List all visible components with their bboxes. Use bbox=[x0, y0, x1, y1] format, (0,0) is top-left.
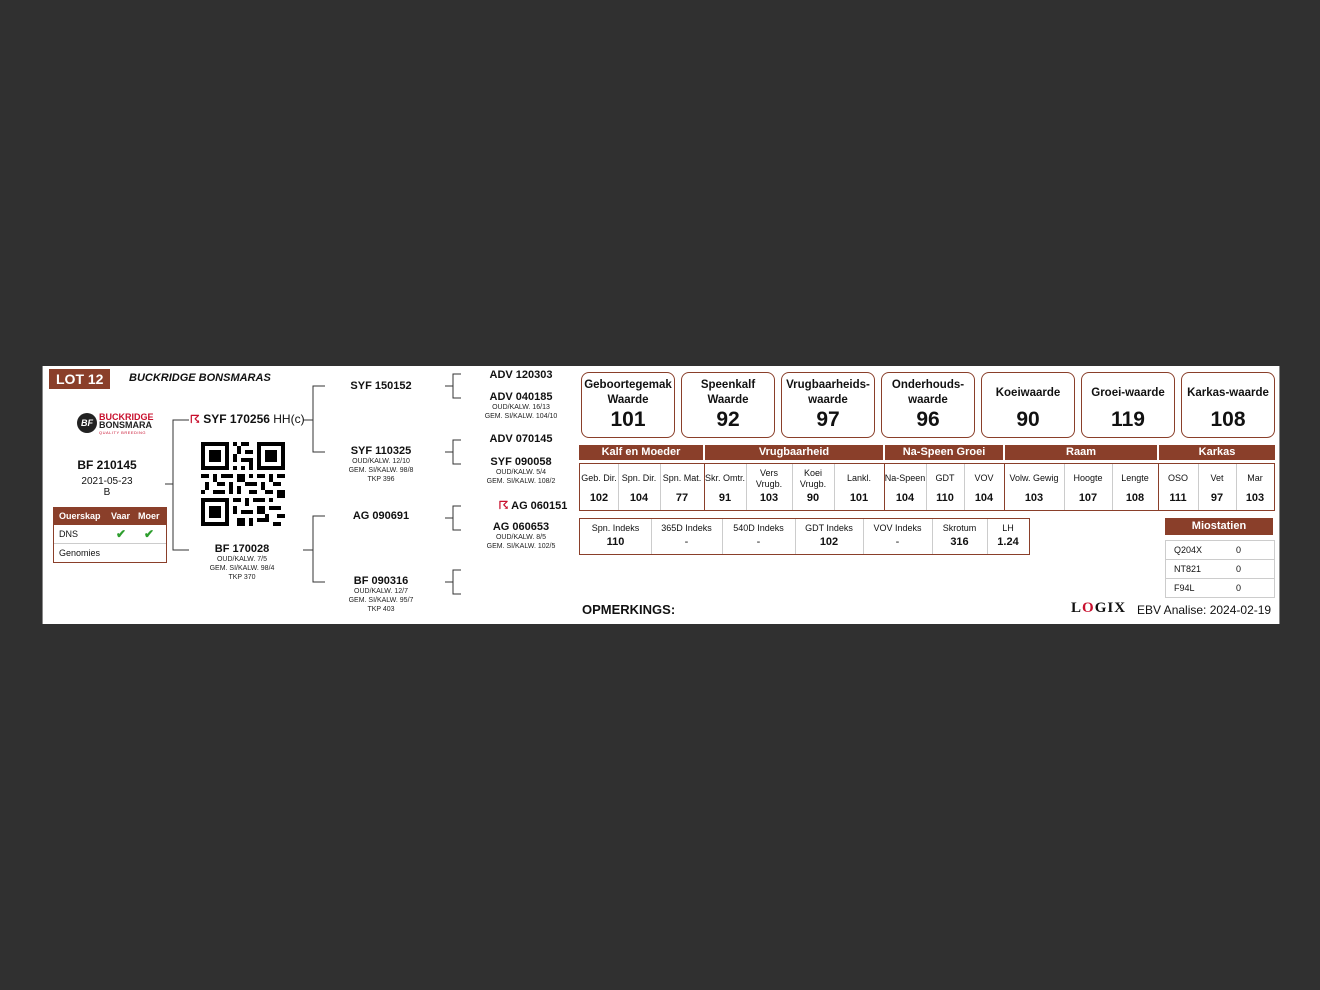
summary-value: 92 bbox=[716, 408, 740, 431]
index-header: LH bbox=[1002, 522, 1014, 533]
ebv-cell bbox=[580, 466, 618, 505]
miostatien-row bbox=[1166, 578, 1274, 597]
summary-box bbox=[581, 372, 675, 438]
dam-id: BF 170028 bbox=[214, 543, 270, 555]
index-value: 102 bbox=[819, 536, 839, 548]
summary-label: Vrugbaarheids-waarde bbox=[786, 379, 870, 406]
gen3-ancestor: ADV 070145 bbox=[489, 433, 553, 445]
gen2-ancestor-id: BF 090316 bbox=[353, 575, 409, 587]
miostatien-value: 0 bbox=[1236, 564, 1242, 574]
logo-line-3: QUALITY BREEDING bbox=[99, 430, 147, 435]
index-header: Skrotum bbox=[942, 522, 977, 533]
summary-label: Speenkalf Waarde bbox=[700, 379, 756, 406]
summary-value: 108 bbox=[1210, 408, 1246, 431]
gen2-ancestor-line: TKP 403 bbox=[367, 606, 395, 613]
ebv-header: Hoogte bbox=[1073, 473, 1103, 483]
ebv-cell bbox=[1112, 466, 1158, 505]
dam-line-3: TKP 370 bbox=[228, 574, 256, 581]
gen3-ancestor-line: GEM. SI/KALW. 104/10 bbox=[484, 413, 558, 420]
index-cell bbox=[932, 521, 987, 549]
ebv-header: VOV bbox=[974, 473, 994, 483]
animal-id: BF 210145 bbox=[77, 458, 137, 472]
ebv-header: Koei Vrugb. bbox=[799, 467, 827, 489]
index-header: GDT Indeks bbox=[805, 522, 853, 533]
ebv-header: Vet bbox=[1210, 473, 1224, 483]
gen2-ancestor: SYF 150152 bbox=[350, 380, 412, 392]
gen3-ancestor bbox=[471, 521, 571, 551]
ebv-value: 103 bbox=[1024, 492, 1044, 504]
gen2-ancestor-line: GEM. SI/KALW. 95/7 bbox=[348, 597, 414, 604]
ownership-row-label: Genomies bbox=[59, 548, 101, 558]
ebv-header: Na-Speen bbox=[884, 473, 926, 483]
index-cell bbox=[795, 521, 863, 549]
logix-letter: L bbox=[1071, 600, 1083, 616]
dam-line-1: OUD/KALW. 7/5 bbox=[216, 556, 268, 563]
ebv-header: Geb. Dir. bbox=[581, 473, 617, 483]
dam bbox=[193, 543, 291, 582]
miostatien-key: F94L bbox=[1174, 583, 1195, 593]
index-value: - bbox=[684, 536, 689, 548]
ag-logo-icon: ☈ bbox=[190, 414, 200, 426]
index-value: 316 bbox=[950, 536, 969, 548]
gen2-ancestor-id: SYF 110325 bbox=[350, 445, 412, 457]
index-value: - bbox=[756, 536, 761, 548]
qr-code-icon bbox=[201, 442, 285, 526]
ebv-cell bbox=[926, 466, 964, 505]
sire-id: SYF 170256 bbox=[203, 412, 270, 426]
remarks-label: OPMERKINGS: bbox=[582, 602, 676, 617]
gen3-ancestor-id: SYF 090058 bbox=[490, 456, 552, 468]
sire bbox=[190, 412, 305, 426]
ebv-cell bbox=[834, 466, 884, 505]
index-value: 1.24 bbox=[997, 536, 1019, 548]
ebv-header: Spn. Mat. bbox=[662, 473, 702, 483]
ebv-header: Lengte bbox=[1121, 473, 1149, 483]
ebv-value: 111 bbox=[1169, 492, 1187, 504]
ebv-value: 107 bbox=[1078, 492, 1098, 504]
group-header: Raam bbox=[1005, 445, 1157, 460]
logix-logo bbox=[1071, 600, 1126, 617]
gen3-ancestor-line: GEM. SI/KALW. 102/5 bbox=[486, 543, 556, 550]
ag-logo-icon: ☈ bbox=[498, 500, 509, 512]
ebv-value: 110 bbox=[936, 492, 954, 504]
gen3-ancestor: ADV 120303 bbox=[489, 369, 553, 381]
summary-label: Onderhouds-waarde bbox=[891, 379, 965, 406]
miostatien-table bbox=[1165, 540, 1275, 598]
index-header: 365D Indeks bbox=[661, 522, 712, 533]
miostatien-value: 0 bbox=[1236, 583, 1242, 593]
group-header: Vrugbaarheid bbox=[705, 445, 883, 460]
miostatien-key: Q204X bbox=[1174, 545, 1203, 555]
ebv-value: 104 bbox=[974, 492, 994, 504]
summary-value: 97 bbox=[816, 408, 840, 431]
ebv-header: Vers Vrugb. bbox=[755, 467, 783, 489]
gen2-ancestor-line: GEM. SI/KALW. 98/8 bbox=[348, 467, 414, 474]
animal-dob: 2021-05-23 bbox=[81, 476, 133, 487]
ebv-value: 108 bbox=[1125, 492, 1145, 504]
summary-box bbox=[781, 372, 875, 438]
ebv-value: 101 bbox=[849, 492, 869, 504]
ebv-cell bbox=[1158, 466, 1198, 505]
gen3-ancestor bbox=[471, 456, 571, 486]
ebv-cell bbox=[1004, 466, 1064, 505]
summary-box bbox=[1081, 372, 1175, 438]
ebv-header: Volw. Gewig bbox=[1009, 473, 1059, 483]
summary-value: 96 bbox=[916, 408, 940, 431]
group-header: Kalf en Moeder bbox=[579, 445, 703, 460]
ebv-header: Spn. Dir. bbox=[621, 473, 657, 483]
miostatien-row bbox=[1166, 541, 1274, 559]
ebv-value: 102 bbox=[589, 492, 609, 504]
gen3-ancestor-id: AG 060653 bbox=[492, 521, 550, 533]
ebv-cell bbox=[704, 466, 746, 505]
gen2-ancestor-line: OUD/KALW. 12/7 bbox=[354, 588, 408, 595]
animal-card bbox=[42, 366, 1280, 624]
ebv-header: GDT bbox=[935, 473, 955, 483]
group-header: Na-Speen Groei bbox=[885, 445, 1003, 460]
index-header: 540D Indeks bbox=[733, 522, 784, 533]
summary-box bbox=[681, 372, 775, 438]
gen2-ancestor: AG 090691 bbox=[352, 510, 410, 522]
index-header: Spn. Indeks bbox=[591, 522, 640, 533]
index-value: 110 bbox=[606, 536, 625, 548]
ebv-header: Lankl. bbox=[846, 473, 872, 483]
ebv-value: 103 bbox=[1245, 492, 1265, 504]
ebv-cell bbox=[964, 466, 1004, 505]
ebv-analysis-date: EBV Analise: 2024-02-19 bbox=[1137, 603, 1272, 617]
ebv-value: 90 bbox=[806, 492, 820, 504]
index-cell bbox=[580, 521, 651, 549]
index-table bbox=[579, 518, 1030, 555]
summary-box bbox=[981, 372, 1075, 438]
logo-mark: BF bbox=[77, 413, 97, 433]
ebv-cell bbox=[792, 466, 834, 505]
ebv-value: 103 bbox=[759, 492, 779, 504]
ebv-cell bbox=[618, 466, 660, 505]
ebv-table bbox=[579, 463, 1275, 511]
miostatien-value: 0 bbox=[1236, 545, 1242, 555]
ownership-col-ouerskap: Ouerskap bbox=[59, 511, 101, 521]
ebv-value: 97 bbox=[1210, 492, 1224, 504]
summary-box bbox=[881, 372, 975, 438]
gen3-ancestor bbox=[471, 391, 571, 421]
summary-value: 90 bbox=[1016, 408, 1040, 431]
gen3-ancestor-line: OUD/KALW. 16/13 bbox=[492, 404, 550, 411]
gen2-ancestor-line: TKP 396 bbox=[367, 476, 395, 483]
summary-value: 119 bbox=[1111, 408, 1145, 431]
gen3-ancestor-id: ADV 040185 bbox=[489, 391, 553, 403]
summary-label: Groei-waarde bbox=[1091, 386, 1165, 399]
ebv-cell bbox=[660, 466, 704, 505]
ownership-col-moer: Moer bbox=[138, 511, 160, 521]
logo-line-2: BONSMARA bbox=[99, 420, 152, 430]
gen3-ancestor-line: OUD/KALW. 5/4 bbox=[495, 469, 547, 476]
ebv-value: 104 bbox=[629, 492, 649, 504]
index-value: - bbox=[895, 536, 900, 548]
breeder-name: BUCKRIDGE BONSMARAS bbox=[129, 372, 271, 384]
gen3-ancestor-line: GEM. SI/KALW. 108/2 bbox=[486, 478, 556, 485]
miostatien-header: Miostatien bbox=[1165, 518, 1273, 535]
ebv-cell bbox=[1198, 466, 1236, 505]
ebv-cell bbox=[1236, 466, 1274, 505]
index-cell bbox=[863, 521, 932, 549]
sire-suffix: HH(c) bbox=[273, 412, 305, 426]
ownership-row-label: DNS bbox=[59, 529, 79, 539]
lot-badge: LOT 12 bbox=[49, 369, 110, 389]
index-cell bbox=[651, 521, 722, 549]
ebv-header: Skr. Omtr. bbox=[704, 473, 745, 483]
summary-label: Karkas-waarde bbox=[1187, 386, 1269, 399]
index-header: VOV Indeks bbox=[873, 522, 922, 533]
ebv-cell bbox=[746, 466, 792, 505]
gen3-ancestor-id: AG 060151 bbox=[511, 500, 568, 512]
check-icon: ✔ bbox=[116, 527, 127, 541]
gen2-ancestor bbox=[333, 445, 429, 484]
index-cell bbox=[987, 521, 1029, 549]
gen3-ancestor bbox=[483, 499, 583, 512]
index-cell bbox=[722, 521, 795, 549]
summary-box bbox=[1181, 372, 1275, 438]
animal-class: B bbox=[103, 487, 111, 498]
summary-label: Koeiwaarde bbox=[995, 386, 1061, 399]
ebv-header: OSO bbox=[1167, 473, 1188, 483]
ownership-col-vaar: Vaar bbox=[111, 511, 131, 521]
gen2-ancestor-line: OUD/KALW. 12/10 bbox=[352, 458, 410, 465]
group-header: Karkas bbox=[1159, 445, 1275, 460]
summary-label: Geboortegemak Waarde bbox=[584, 379, 672, 406]
ebv-cell bbox=[884, 466, 926, 505]
ebv-value: 91 bbox=[718, 492, 732, 504]
miostatien-key: NT821 bbox=[1174, 564, 1202, 574]
check-icon: ✔ bbox=[144, 527, 155, 541]
miostatien-row bbox=[1166, 559, 1274, 578]
logix-letter-o: O bbox=[1082, 600, 1095, 616]
gen3-ancestor-line: OUD/KALW. 8/5 bbox=[495, 534, 547, 541]
ebv-cell bbox=[1064, 466, 1112, 505]
summary-value: 101 bbox=[610, 408, 646, 431]
logo-line-1: BUCKRIDGE bbox=[99, 412, 154, 422]
dam-line-2: GEM. SI/KALW. 98/4 bbox=[209, 565, 275, 572]
ebv-value: 77 bbox=[675, 492, 689, 504]
ebv-header: Mar bbox=[1247, 473, 1263, 483]
logix-letters: GIX bbox=[1094, 600, 1127, 616]
gen2-ancestor bbox=[333, 575, 429, 614]
ebv-value: 104 bbox=[895, 492, 915, 504]
